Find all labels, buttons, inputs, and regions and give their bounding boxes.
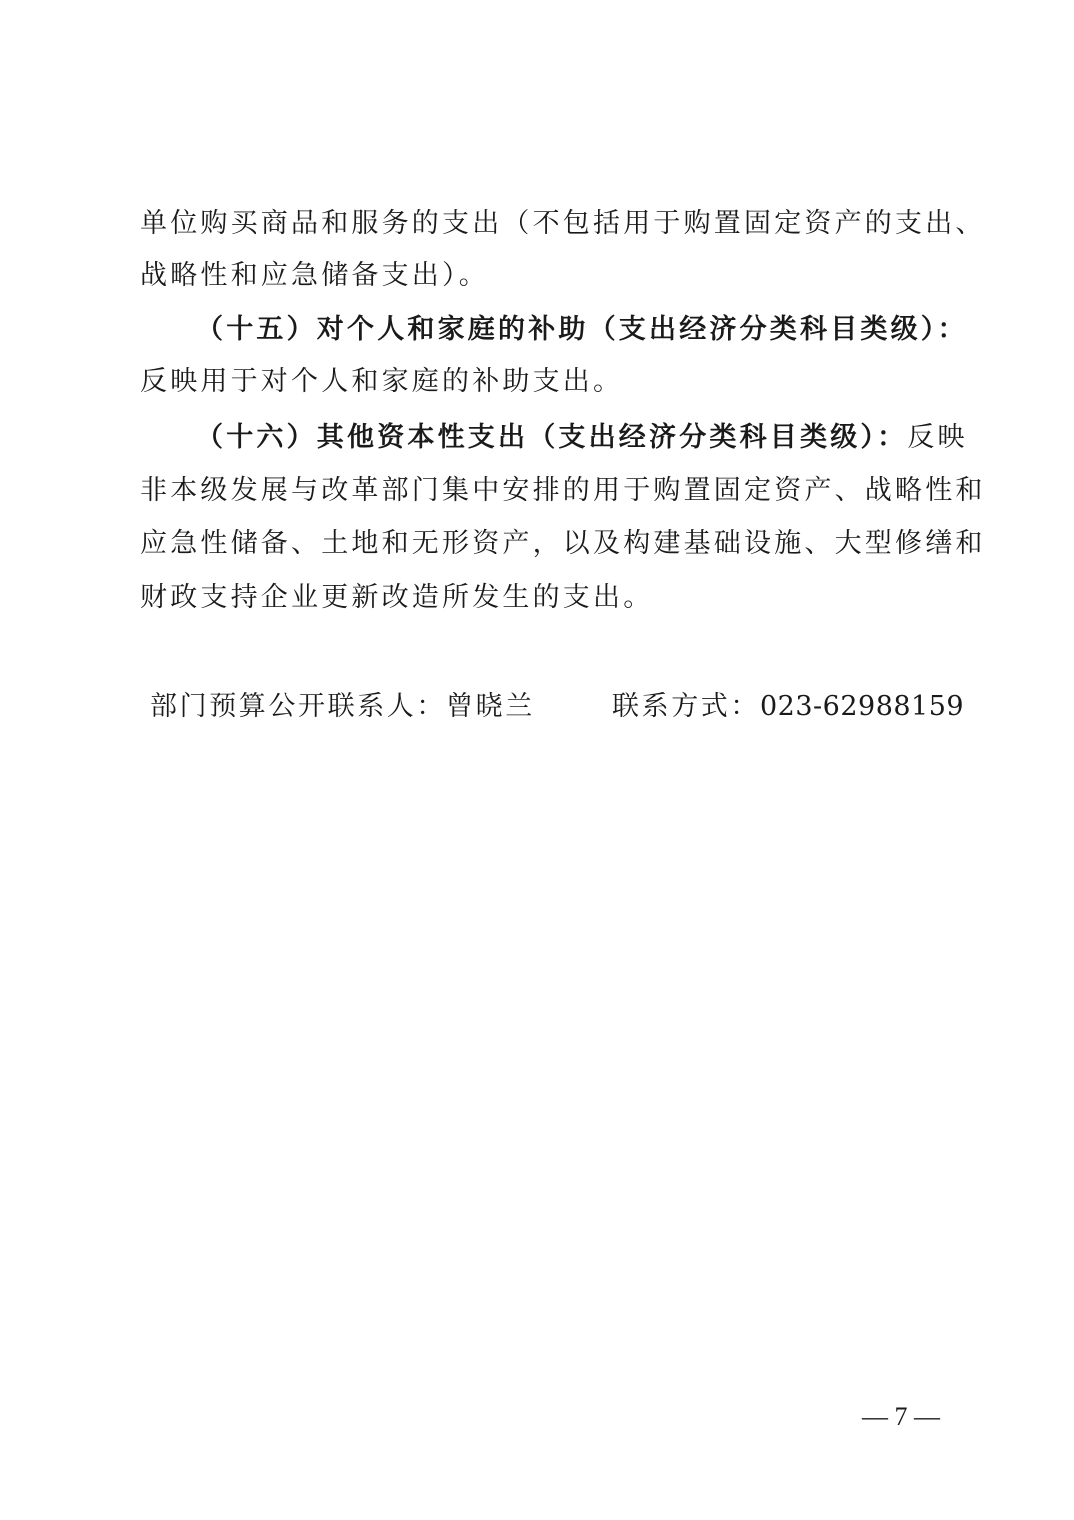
section-15-heading: （十五）对个人和家庭的补助（支出经济分类科目类级）： [196, 314, 968, 345]
section-16-first-line [196, 411, 968, 465]
paragraph-1-line-1: 单位购买商品和服务的支出（不包括用于购置固定资产的支出、 [140, 208, 986, 239]
contact-phone-label: 联系方式： [612, 691, 760, 722]
section-16-body-start: 反映 [907, 422, 968, 453]
contact-phone [612, 680, 964, 734]
contact-person [150, 680, 535, 734]
section-16-line-2: 非本级发展与改革部门集中安排的用于购置固定资产、战略性和 [140, 475, 986, 506]
section-15-body: 反映用于对个人和家庭的补助支出。 [140, 366, 624, 397]
contact-person-label: 部门预算公开联系人： [150, 691, 446, 722]
contact-person-name: 曾晓兰 [446, 691, 535, 722]
contact-info [150, 680, 965, 734]
section-16-line-3: 应急性储备、土地和无形资产，以及构建基础设施、大型修缮和 [140, 528, 986, 559]
section-16-line-4: 财政支持企业更新改造所发生的支出。 [140, 582, 654, 613]
section-16-heading: （十六）其他资本性支出（支出经济分类科目类级）： [196, 422, 908, 453]
paragraph-1-line-2: 战略性和应急储备支出）。 [140, 260, 489, 291]
page-number: — 7 — [862, 1402, 940, 1431]
contact-phone-number: 023-62988159 [760, 691, 965, 722]
